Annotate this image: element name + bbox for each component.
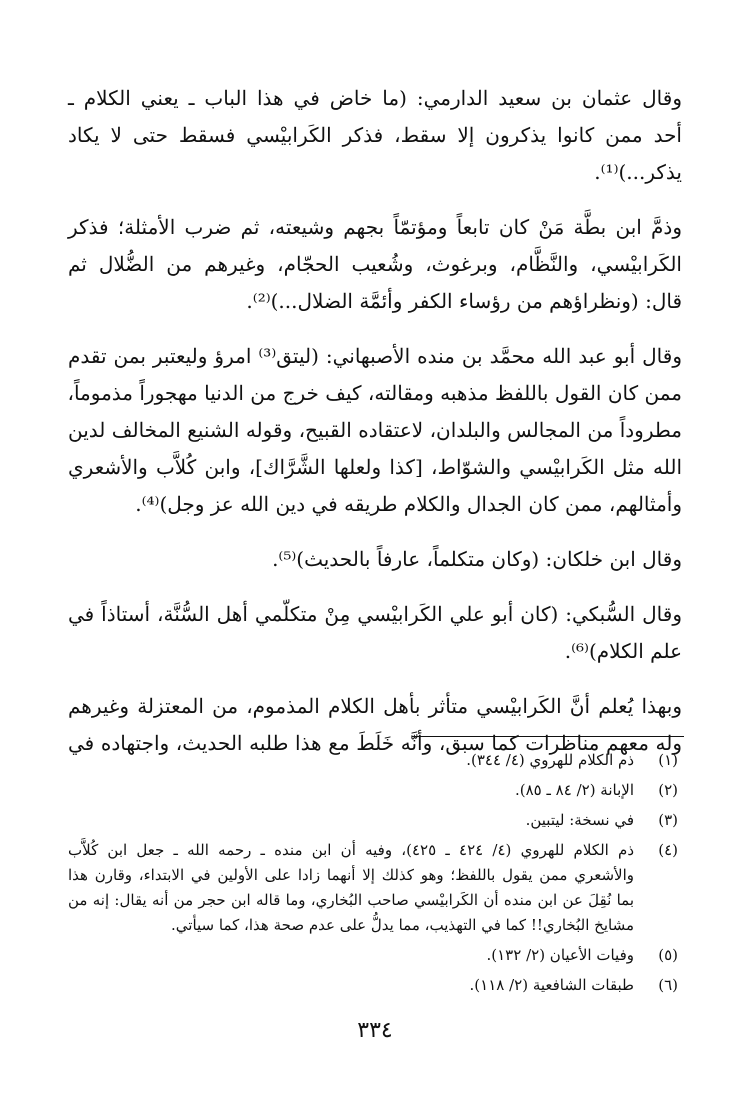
footnote-line: والأشعري ممن يقول باللفظ؛ وهو كذلك إلا أنهما زادا على الأولين في الابتداء، وقارن هذا <box>68 866 634 884</box>
footnote-divider <box>412 736 684 737</box>
text-line: مطروداً من المجالس والبلدان، لاعتقاده القبيح، وقوله الشنيع المخالف لدين <box>68 418 682 442</box>
footnote-item <box>68 748 678 773</box>
text-line: وقال ابن خلكان: (وكان متكلماً، عارفاً بالحديث)⁽⁵⁾. <box>272 547 682 571</box>
footnote-item <box>68 808 678 833</box>
footnote-number: (٣) <box>658 811 678 829</box>
footnote-number: (٤) <box>658 841 678 859</box>
text-line: الكَرابيْسي، والنَّظَّام، وبرغوث، وشُعيب الحجّام، وغيرهم من الضُّلال ثم <box>68 252 682 276</box>
footnote-line: ذم الكلام للهروي (٤/ ٣٤٤). <box>466 751 634 769</box>
footnote-item <box>68 943 678 968</box>
footnote-line: ذم الكلام للهروي (٤/ ٤٢٤ ـ ٤٢٥)، وفيه أن ابن منده ـ رحمه الله ـ جعل ابن كُلاَّب <box>68 841 635 859</box>
text-line: وأمثالهم، ممن كان الجدال والكلام طريقه في دين الله عز وجل)⁽⁴⁾. <box>135 492 682 516</box>
main-text <box>68 80 682 780</box>
footnote-item <box>68 778 678 803</box>
paragraph-ibn-manda <box>68 338 682 523</box>
footnote-number: (٢) <box>658 781 678 799</box>
text-line: وذمَّ ابن بطَّة مَنْ كان تابعاً ومؤتمّاً بجهم وشيعته، ثم ضرب الأمثلة؛ فذكر <box>68 215 682 239</box>
footnote-number: (٦) <box>658 976 678 994</box>
footnote-text <box>68 808 634 833</box>
footnote-line: وفيات الأعيان (٢/ ١٣٢). <box>486 946 634 964</box>
paragraph-ibn-khallikan <box>68 541 682 578</box>
text-line: وبهذا يُعلم أنَّ الكَرابيْسي متأثر بأهل الكلام المذموم، من المعتزلة وغيرهم <box>68 694 682 718</box>
footnote-number: (٥) <box>658 946 678 964</box>
footnote-number: (١) <box>658 751 678 769</box>
footnotes <box>68 748 678 1003</box>
text-line: وقال عثمان بن سعيد الدارمي: (ما خاض في هذا الباب ـ يعني الكلام ـ <box>68 86 682 110</box>
footnote-item <box>68 973 678 998</box>
text-line: وله معهم مناظرات كما سبق، وأنَّه خَلَطَ مع هذا طلبه الحديث، واجتهاده في <box>68 731 682 755</box>
text-line: ممن كان القول باللفظ مذهبه ومقالته، كيف خرج من الدنيا مهجوراً مذموماً، <box>67 381 682 405</box>
text-line: الله مثل الكَرابيْسي والشوّاط، [كذا ولعلها الشَّرَّاك]، وابن كُلاَّب والأشعري <box>68 455 682 479</box>
page-number: ٣٣٤ <box>357 1018 393 1043</box>
footnote-line: الإبانة (٢/ ٨٤ ـ ٨٥). <box>514 781 634 799</box>
footnote-line: مشايخ البُخاري!! كما في التهذيب، مما يدلُّ على عدم صحة هذا، كما سيأتي. <box>171 916 634 934</box>
footnote-line: في نسخة: ليتبين. <box>525 811 634 829</box>
footnote-line: بما نُقِلَ عن ابن منده أن الكَرابيْسي صاحب البُخاري، وما قاله ابن حجر من أنه يقال: إنه من <box>68 891 634 909</box>
footnote-text <box>68 778 634 803</box>
text-line: يذكر...)⁽¹⁾. <box>594 160 682 184</box>
footnote-item <box>68 838 678 938</box>
footnote-text <box>68 943 634 968</box>
footnote-text <box>68 748 634 773</box>
paragraph-darimi-quote <box>68 80 682 191</box>
text-line: قال: (ونظراؤهم من رؤساء الكفر وأئمَّة الضلال...)⁽²⁾. <box>246 289 682 313</box>
text-line: وقال أبو عبد الله محمَّد بن منده الأصبهاني: (ليتق⁽³⁾ امرؤ وليعتبر بمن تقدم <box>68 344 682 368</box>
text-line: أحد ممن كانوا يذكرون إلا سقط، فذكر الكَرابيْسي فسقط حتى لا يكاد <box>68 123 682 147</box>
paragraph-subki <box>68 596 682 670</box>
text-line: وقال السُّبكي: (كان أبو علي الكَرابيْسي مِنْ متكلّمي أهل السُّنَّة، أستاذاً في <box>68 602 682 626</box>
paragraph-ibn-batta <box>68 209 682 320</box>
footnote-line: طبقات الشافعية (٢/ ١١٨). <box>469 976 634 994</box>
text-line: علم الكلام)⁽⁶⁾. <box>564 639 682 663</box>
footnote-text <box>68 973 634 998</box>
footnote-text <box>68 838 634 938</box>
